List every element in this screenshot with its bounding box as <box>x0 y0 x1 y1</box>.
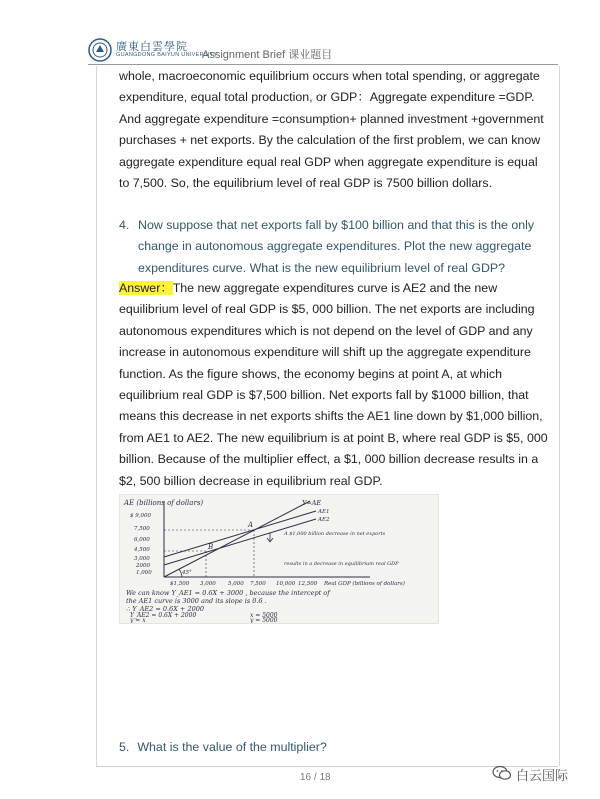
y-tick: 1,000 <box>136 570 152 576</box>
line-label-ae1: AE1 <box>318 509 330 515</box>
point-b-label: B <box>208 543 214 551</box>
line-label-y-ae: Y=AE <box>302 499 322 507</box>
calc-line-4: Y_AE2 = 0.6X + 2000 <box>130 612 197 619</box>
x-tick: 7,500 <box>250 581 266 587</box>
question-4 <box>119 215 551 279</box>
calc-line-3: ∴ Y_AE2 = 0.6X + 2000 <box>126 605 204 613</box>
calc-line-5: y = x <box>130 617 146 623</box>
question-5-text: What is the value of the multiplier? <box>137 740 327 754</box>
y-tick: 2000 <box>136 563 150 569</box>
angle-label: 45° <box>182 570 192 576</box>
logo-english-name: GUANGDONG BAIYUN UNIVERSITY <box>116 52 218 58</box>
seal-icon <box>88 38 112 62</box>
graph-xlabel: Real GDP (billions of dollars) <box>324 581 405 587</box>
header-divider <box>88 64 558 65</box>
calc-line-2: the AE1 curve is 3000 and its slope is 0.6 . <box>126 597 267 605</box>
solution-y: y = 5000 <box>250 617 278 623</box>
answer-label: Answer： <box>119 281 173 295</box>
y-tick: 4,500 <box>134 547 150 553</box>
solution-x: x = 5000 <box>250 612 278 619</box>
y-tick: 7,500 <box>134 526 150 532</box>
watermark <box>492 763 592 783</box>
answer-block <box>119 278 551 492</box>
annotation-net-exports: A $1,000 billion decrease in net exports <box>284 531 386 537</box>
question-4-number: 4. <box>119 218 130 232</box>
y-tick: 6,000 <box>134 537 150 543</box>
point-a-label: A <box>248 521 254 529</box>
header-title: Assignment Brief 课业题目 <box>202 49 333 61</box>
x-tick: $1,500 <box>170 581 190 587</box>
graph-ylabel: AE (billions of dollars) <box>124 499 204 507</box>
footer-divider <box>96 766 558 767</box>
line-label-ae2: AE2 <box>318 517 330 523</box>
question-5 <box>119 740 327 754</box>
page-header <box>88 34 558 68</box>
logo-chinese-name: 廣東白雲學院 <box>116 40 188 53</box>
wechat-icon <box>492 765 512 781</box>
y-tick: $ 9,000 <box>130 513 151 519</box>
page-number: 16 / 18 <box>300 772 331 783</box>
x-tick: 12,500 <box>298 581 318 587</box>
x-tick: 3,000 <box>200 581 216 587</box>
watermark-text: 白云国际 <box>516 768 569 783</box>
question-4-text: Now suppose that net exports fall by $100 billion and that this is the only change in autonomous aggregate expenditures. Plot the new aggregate expenditures curve. What is the new equilibrium level of real GDP? <box>138 218 535 275</box>
handwritten-graph <box>119 494 439 624</box>
x-tick: 5,000 <box>228 581 244 587</box>
x-tick: 10,000 <box>276 581 296 587</box>
calc-line-1: We can know Y_AE1 = 0.6X + 3000 , because the intercept of <box>126 589 330 597</box>
y-tick: 3,000 <box>134 556 150 562</box>
paragraph-equilibrium: whole, macroeconomic equilibrium occurs when total spending, or aggregate expenditure, equal total production, or GDP：Aggregate expenditure =GDP. And aggregate expenditure =consumption+ planned investment +government purchases + net exports. By the calculation of the first problem, we can know aggregate expenditure equal real GDP when aggregate expenditure is equal to 7,500. So, the equilibrium level of real GDP is 7500 billion dollars. <box>119 69 544 191</box>
question-5-number: 5. <box>119 740 130 754</box>
annotation-decrease: results in a decrease in equilibrium real GDP <box>284 561 399 567</box>
answer-text: The new aggregate expenditures curve is AE2 and the new equilibrium level of real GDP is $5, 000 billion. The net exports are including autonomous expenditures which is not depend on the level of GDP and any increase in autonomous expenditure will shift up the aggregate expenditure function. As the figure shows, the economy begins at point A, at which equilibrium real GDP is $7,500 billion. Net exports fall by $1000 billion, that means this decrease in net exports shifts the AE1 line down by $1,000 billion, from AE1 to AE2. The new equilibrium is at point B, where real GDP is $5, 000 billion. Because of the multiplier effect, a $1, 000 billion decrease results in a $2, 500 billion decrease in equilibrium real GDP. <box>119 281 548 488</box>
